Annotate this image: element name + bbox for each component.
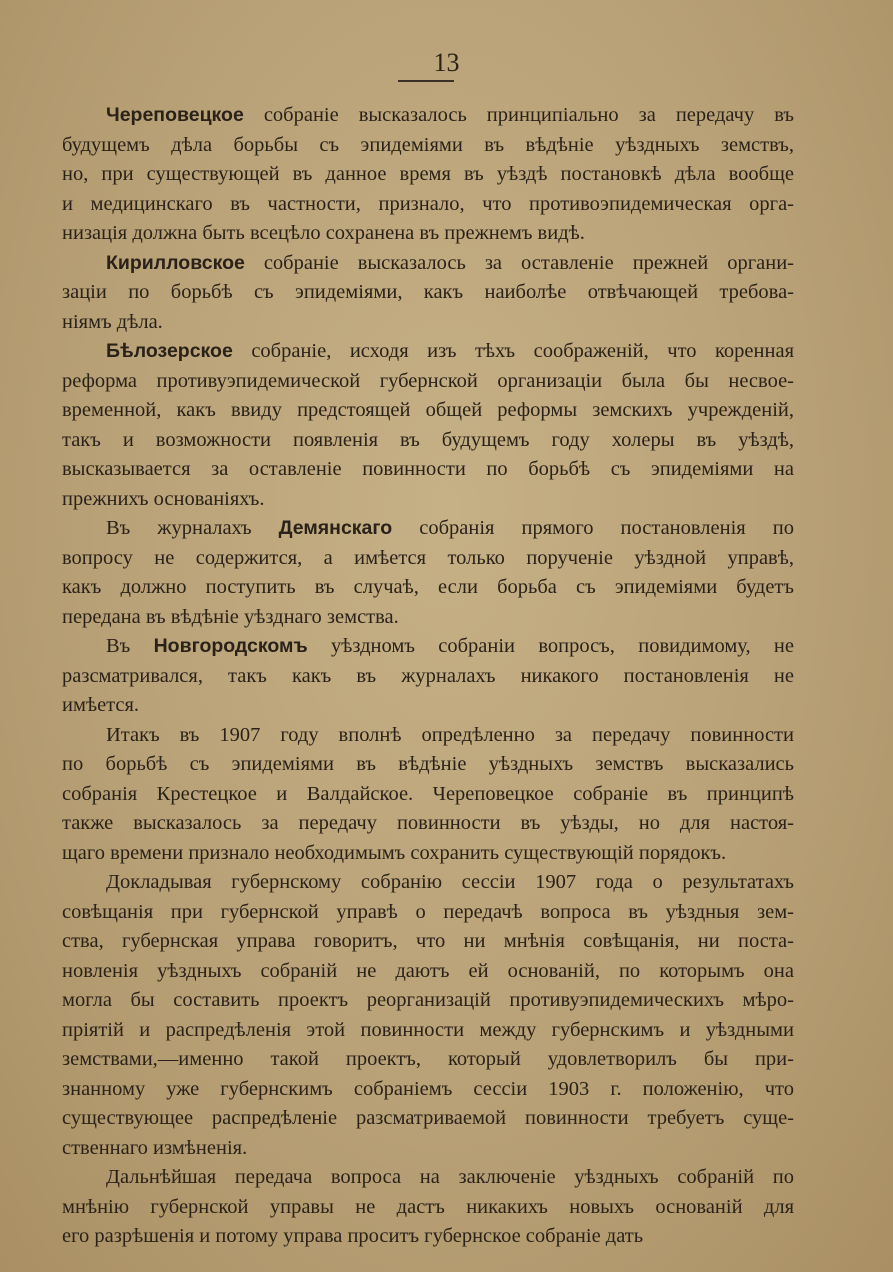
district-name: Новгородскомъ: [153, 635, 308, 657]
line-prefix: Въ журналахъ: [106, 517, 279, 539]
line-text: низація должна быть всецѣло сохранена въ прежнемъ видѣ.: [62, 222, 585, 244]
text-line: [62, 1193, 794, 1223]
text-line: [62, 868, 794, 898]
text-line: [62, 1134, 794, 1164]
paragraph: [62, 721, 794, 869]
line-text: по борьбѣ съ эпидеміями въ вѣдѣніе уѣздныхъ земствъ высказались: [62, 753, 794, 775]
line-text: прежнихъ основаніяхъ.: [62, 487, 265, 510]
text-line: [62, 426, 794, 456]
line-text: будущемъ дѣла борьбы съ эпидеміями въ вѣдѣніе уѣздныхъ земствъ,: [62, 133, 794, 156]
paragraph: [62, 632, 794, 721]
text-line: [62, 396, 794, 426]
text-line: [62, 1016, 794, 1046]
text-line: [62, 101, 794, 131]
text-line: [62, 131, 794, 161]
text-line: [62, 190, 794, 220]
line-text: и медицинскаго въ частности, признало, что противоэпидемическая орга-: [62, 192, 794, 215]
body-text: [62, 101, 794, 1252]
line-text: какъ должно поступить въ случаѣ, если борьба съ эпидеміями будетъ: [62, 576, 794, 598]
text-line: [62, 1075, 794, 1105]
line-text: разсматривался, такъ какъ въ журналахъ никакого постановленія не: [62, 664, 794, 687]
line-prefix: Въ: [106, 635, 154, 657]
line-text: Итакъ въ 1907 году вполнѣ опредѣленно за передачу повинности: [106, 723, 794, 746]
text-line: [62, 957, 794, 987]
text-line: [62, 308, 794, 338]
line-text: но, при существующей въ данное время въ уѣздѣ постановкѣ дѣла вообще: [62, 163, 794, 185]
text-line: [62, 367, 794, 397]
text-line: [62, 927, 794, 957]
line-text: собраніе, исходя изъ тѣхъ соображеній, что коренная: [232, 340, 794, 362]
text-line: [62, 485, 794, 515]
text-line: [62, 455, 794, 485]
line-text: могла бы составить проектъ реорганизацій противуэпидемическихъ мѣро-: [62, 989, 794, 1011]
line-text: его разрѣшенія и потому управа проситъ губернское собраніе дать: [62, 1225, 644, 1247]
paragraph: [62, 101, 794, 249]
text-line: [62, 278, 794, 308]
text-line: [62, 514, 794, 544]
text-line: [62, 1104, 794, 1134]
line-text: собранія прямого постановленія по: [392, 517, 794, 539]
text-line: [62, 1222, 794, 1252]
text-line: [62, 337, 794, 367]
text-line: [62, 219, 794, 249]
line-text: заціи по борьбѣ съ эпидеміями, какъ наиболѣе отвѣчающей требова-: [62, 281, 794, 303]
paragraph: [62, 514, 794, 632]
paragraph: [62, 249, 794, 338]
district-name: Кирилловское: [106, 251, 245, 274]
line-text: вопросу не содержится, а имѣется только порученіе уѣздной управѣ,: [62, 546, 794, 569]
line-text: временной, какъ ввиду предстоящей общей реформы земскихъ учрежденій,: [62, 399, 794, 421]
text-line: [62, 544, 794, 574]
line-text: мнѣнію губернской управы не дастъ никакихъ новыхъ основаній для: [62, 1195, 794, 1218]
line-text: собраніе высказалось принципіально за передачу въ: [243, 104, 794, 126]
text-line: [62, 603, 794, 633]
line-text: Докладывая губернскому собранію сессіи 1907 года о результатахъ: [106, 871, 794, 893]
paragraph: [62, 337, 794, 514]
text-line: [62, 1163, 794, 1193]
district-name: Бѣлозерское: [106, 340, 233, 362]
text-line: [62, 898, 794, 928]
text-line: [62, 632, 794, 662]
text-line: [62, 691, 794, 721]
line-text: собранія Крестецкое и Валдайское. Череповецкое собраніе въ принципѣ: [62, 782, 794, 805]
line-text: также высказалось за передачу повинности въ уѣзды, но для настоя-: [62, 812, 794, 834]
line-text: совѣщанія при губернской управѣ о передачѣ вопроса въ уѣздныя зем-: [62, 900, 794, 923]
page-number-underline: [398, 80, 454, 82]
text-line: [62, 780, 794, 810]
line-text: имѣется.: [62, 694, 140, 716]
text-line: [62, 750, 794, 780]
page-number: 13: [433, 48, 460, 77]
text-line: [62, 839, 794, 869]
line-text: Дальнѣйшая передача вопроса на заключеніе уѣздныхъ собраній по: [106, 1166, 794, 1188]
text-line: [62, 809, 794, 839]
line-text: земствами,—именно такой проектъ, который удовлетворилъ бы при-: [62, 1048, 794, 1070]
text-line: [62, 986, 794, 1016]
district-name: Демянскаго: [278, 517, 393, 539]
paragraph: [62, 1163, 794, 1252]
district-name: Череповецкое: [106, 104, 244, 126]
line-text: высказывается за оставленіе повинности по борьбѣ съ эпидеміями на: [62, 458, 794, 480]
line-text: передана въ вѣдѣніе уѣзднаго земства.: [62, 605, 399, 628]
line-text: такъ и возможности появленія въ будущемъ году холеры въ уѣздѣ,: [62, 428, 794, 451]
line-text: уѣздномъ собраніи вопросъ, повидимому, не: [307, 635, 794, 657]
text-line: [62, 573, 794, 603]
text-line: [62, 249, 794, 279]
line-text: пріятій и распредѣленія этой повинности между губернскимъ и уѣздными: [62, 1018, 794, 1041]
line-text: существующее распредѣленіе разсматриваемой повинности требуетъ суще-: [62, 1107, 794, 1129]
text-line: [62, 160, 794, 190]
line-text: ственнаго измѣненія.: [62, 1136, 248, 1159]
line-text: ства, губернская управа говоритъ, что ни мнѣнія совѣщанія, ни поста-: [62, 930, 794, 952]
text-line: [62, 662, 794, 692]
paragraph: [62, 868, 794, 1163]
line-text: знанному уже губернскимъ собраніемъ сессіи 1903 г. положенію, что: [62, 1077, 794, 1100]
text-line: [62, 721, 794, 751]
text-line: [62, 1045, 794, 1075]
line-text: новленія уѣздныхъ собраній не даютъ ей основаній, по которымъ она: [62, 959, 794, 982]
line-text: собраніе высказалось за оставленіе прежней органи-: [244, 251, 794, 274]
line-text: ніямъ дѣла.: [62, 310, 163, 333]
line-text: щаго времени признало необходимымъ сохранить существующій порядокъ.: [62, 841, 727, 864]
line-text: реформа противуэпидемической губернской организаціи была бы несвое-: [62, 369, 794, 392]
